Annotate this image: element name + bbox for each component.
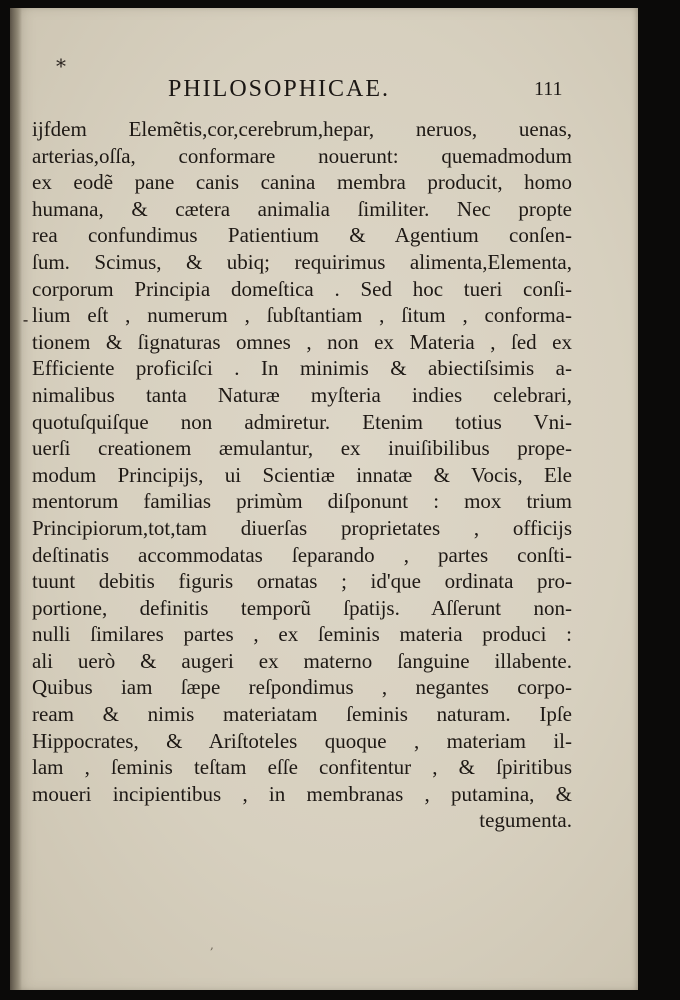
- page-number: 111: [534, 78, 563, 100]
- margin-mark: ⁃: [22, 314, 29, 330]
- page-gutter-shadow: [10, 8, 22, 990]
- text-line: nimalibus tanta Naturæ myſteria indies celebrari,: [32, 382, 572, 407]
- top-margin-mark: *: [56, 54, 66, 78]
- text-line: Principiorum,tot,tam diuerſas proprietates , officijs: [32, 515, 572, 540]
- text-line: tionem & ſignaturas omnes , non ex Materia , ſed ex: [32, 329, 572, 354]
- running-head: [10, 76, 638, 116]
- body-text: [32, 116, 572, 834]
- text-line: quotuſquiſque non admiretur. Etenim totius Vni-: [32, 409, 572, 434]
- text-line: Efficiente proficiſci . In minimis & abiectiſsimis a-: [32, 356, 572, 381]
- text-line: ali uerò & augeri ex materno ſanguine illabente.: [32, 648, 572, 673]
- text-line: deſtinatis accommodatas ſeparando , partes conſti-: [32, 542, 572, 567]
- text-line: portione, definitis temporũ ſpatijs. Aſſerunt non-: [32, 595, 572, 620]
- text-line: ijfdem Elemẽtis,cor,cerebrum,hepar, neruos, uenas,: [32, 117, 572, 141]
- text-line: lam , ſeminis teſtam eſſe confitentur , & ſpiritibus: [32, 755, 572, 780]
- text-line: humana, & cætera animalia ſimiliter. Nec propte: [32, 196, 572, 221]
- book-page: [10, 8, 638, 990]
- bottom-margin-mark: ,: [210, 938, 214, 952]
- text-line: nulli ſimilares partes , ex ſeminis materia produci :: [32, 622, 572, 647]
- text-line: tuunt debitis figuris ornatas ; id'que ordinata pro-: [32, 569, 572, 594]
- text-line: ream & nimis materiatam ſeminis naturam. Ipſe: [32, 702, 572, 727]
- text-line: Hippocrates, & Ariſtoteles quoque , materiam il-: [32, 728, 572, 753]
- text-line: mentorum familias primùm diſponunt : mox trium: [32, 489, 572, 514]
- text-line: ſum. Scimus, & ubiq; requirimus alimenta,Elementa,: [32, 249, 572, 274]
- catchword-line: tegumenta.: [479, 808, 572, 833]
- text-line: lium eſt , numerum , ſubſtantiam , ſitum , conforma-: [32, 303, 572, 328]
- text-line: Quibus iam ſæpe reſpondimus , negantes corpo-: [32, 675, 572, 700]
- text-line: corporum Principia domeſtica . Sed hoc tueri conſi-: [32, 276, 572, 301]
- running-head-title: PHILOSOPHICAE.: [168, 76, 391, 102]
- text-line: ex eodẽ pane canis canina membra producit, homo: [32, 170, 572, 195]
- text-line: rea confundimus Patientium & Agentium conſen-: [32, 223, 572, 248]
- text-line: uerſi creationem æmulantur, ex inuiſibilibus prope-: [32, 436, 572, 461]
- text-line: moueri incipientibus , in membranas , putamina, &: [32, 781, 572, 806]
- text-line: modum Principijs, ui Scientiæ innatæ & Vocis, Ele: [32, 462, 572, 487]
- text-line: arterias,oſſa, conformare nouerunt: quemadmodum: [32, 143, 572, 168]
